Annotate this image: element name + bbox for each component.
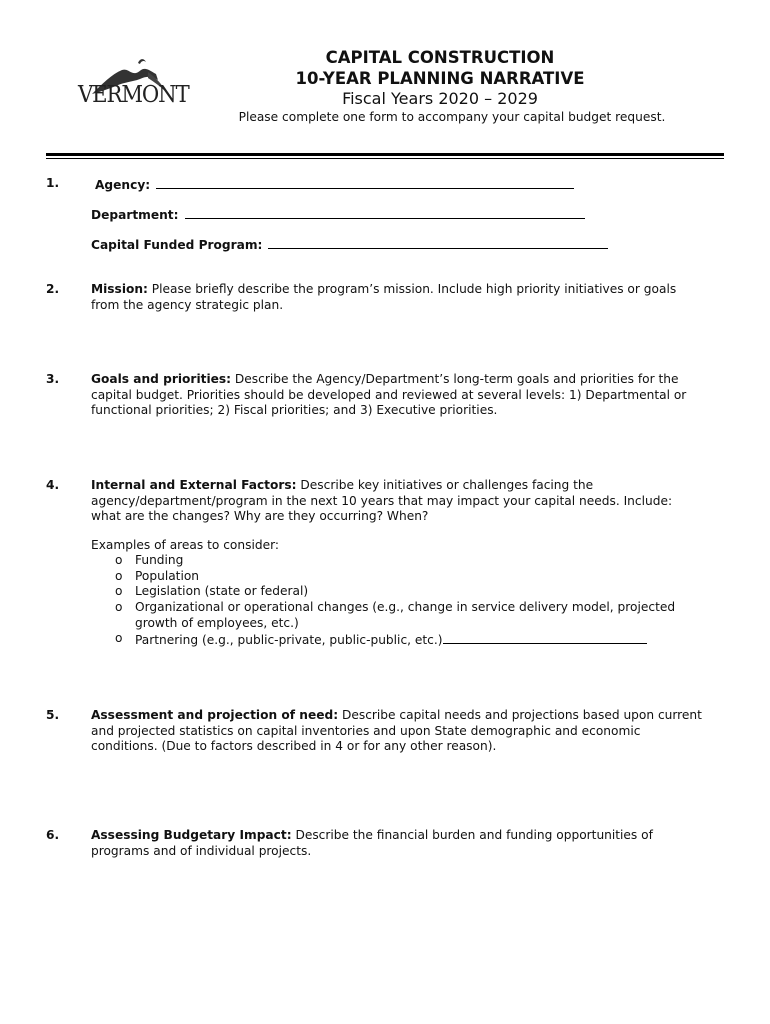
list-item-continuation: growth of employees, etc.) bbox=[135, 616, 299, 630]
bullet-marker: o bbox=[115, 553, 123, 567]
agency-field[interactable] bbox=[156, 176, 574, 189]
department-field[interactable] bbox=[185, 206, 585, 219]
mission-line: Please briefly describe the program’s mission. Include high priority initiatives or goals bbox=[147, 282, 677, 296]
mission-heading: Mission: bbox=[91, 282, 148, 296]
section-2-text bbox=[91, 282, 731, 313]
title-line-1: CAPITAL CONSTRUCTION bbox=[325, 48, 555, 67]
section-6-number: 6. bbox=[46, 828, 60, 842]
department-label: Department: bbox=[91, 208, 179, 222]
budget-line: Describe the financial burden and funding opportunities of bbox=[291, 828, 653, 842]
factors-line: what are the changes? Why are they occurring? When? bbox=[91, 509, 429, 523]
section-4-text bbox=[91, 478, 731, 525]
section-3-text bbox=[91, 372, 731, 419]
factors-line: Describe key initiatives or challenges facing the bbox=[296, 478, 594, 492]
program-label: Capital Funded Program: bbox=[91, 238, 263, 252]
instruction-text: Please complete one form to accompany your capital budget request. bbox=[238, 110, 666, 124]
goals-line: functional priorities; 2) Fiscal priorities; and 3) Executive priorities. bbox=[91, 403, 498, 417]
section-4-number: 4. bbox=[46, 478, 60, 492]
section-3-number: 3. bbox=[46, 372, 60, 386]
need-line: conditions. (Due to factors described in 4 or for any other reason). bbox=[91, 739, 497, 753]
bullet-marker: o bbox=[115, 584, 123, 598]
goals-heading: Goals and priorities: bbox=[91, 372, 232, 386]
vermont-logo bbox=[78, 58, 188, 120]
factors-heading: Internal and External Factors: bbox=[91, 478, 297, 492]
bullet-marker: o bbox=[115, 569, 123, 583]
mission-line: from the agency strategic plan. bbox=[91, 297, 284, 312]
list-item: Organizational or operational changes (e.g., change in service delivery model, projected bbox=[135, 600, 676, 614]
list-item: Partnering (e.g., public-private, public-public, etc.) bbox=[135, 633, 443, 647]
bullet-marker: o bbox=[115, 600, 123, 614]
list-item: Funding bbox=[135, 553, 184, 567]
partnering-field[interactable] bbox=[443, 631, 647, 644]
department-row bbox=[91, 206, 585, 224]
list-item: Population bbox=[135, 569, 200, 583]
factors-line: agency/department/program in the next 10 years that may impact your capital needs. Include: bbox=[91, 493, 673, 508]
list-item: Legislation (state or federal) bbox=[135, 584, 309, 598]
goals-line: capital budget. Priorities should be developed and reviewed at several levels: 1) Departmental or bbox=[91, 387, 687, 402]
budget-line: programs and of individual projects. bbox=[91, 843, 312, 858]
program-field[interactable] bbox=[268, 236, 608, 249]
need-line: and projected statistics on capital inventories and upon State demographic and economic bbox=[91, 723, 641, 738]
agency-row bbox=[95, 176, 574, 194]
budget-heading: Assessing Budgetary Impact: bbox=[91, 828, 292, 842]
list-item-partnering bbox=[135, 631, 695, 649]
title-line-2: 10-YEAR PLANNING NARRATIVE bbox=[295, 69, 585, 88]
program-row bbox=[91, 236, 608, 254]
bullet-marker: o bbox=[115, 631, 123, 645]
need-heading: Assessment and projection of need: bbox=[91, 708, 339, 722]
section-5-number: 5. bbox=[46, 708, 60, 722]
section-2-number: 2. bbox=[46, 282, 60, 296]
fiscal-years: Fiscal Years 2020 – 2029 bbox=[342, 89, 538, 108]
need-line: Describe capital needs and projections based upon current bbox=[338, 708, 702, 722]
agency-label: Agency: bbox=[95, 178, 151, 192]
header-divider-thick bbox=[46, 153, 724, 156]
section-1-number: 1. bbox=[46, 176, 60, 190]
header-divider-thin bbox=[46, 158, 724, 159]
section-5-text bbox=[91, 708, 731, 755]
logo-wordmark: VERMONT bbox=[78, 82, 189, 108]
section-6-text bbox=[91, 828, 731, 859]
examples-label: Examples of areas to consider: bbox=[91, 538, 279, 552]
goals-line: Describe the Agency/Department’s long-term goals and priorities for the bbox=[231, 372, 679, 386]
